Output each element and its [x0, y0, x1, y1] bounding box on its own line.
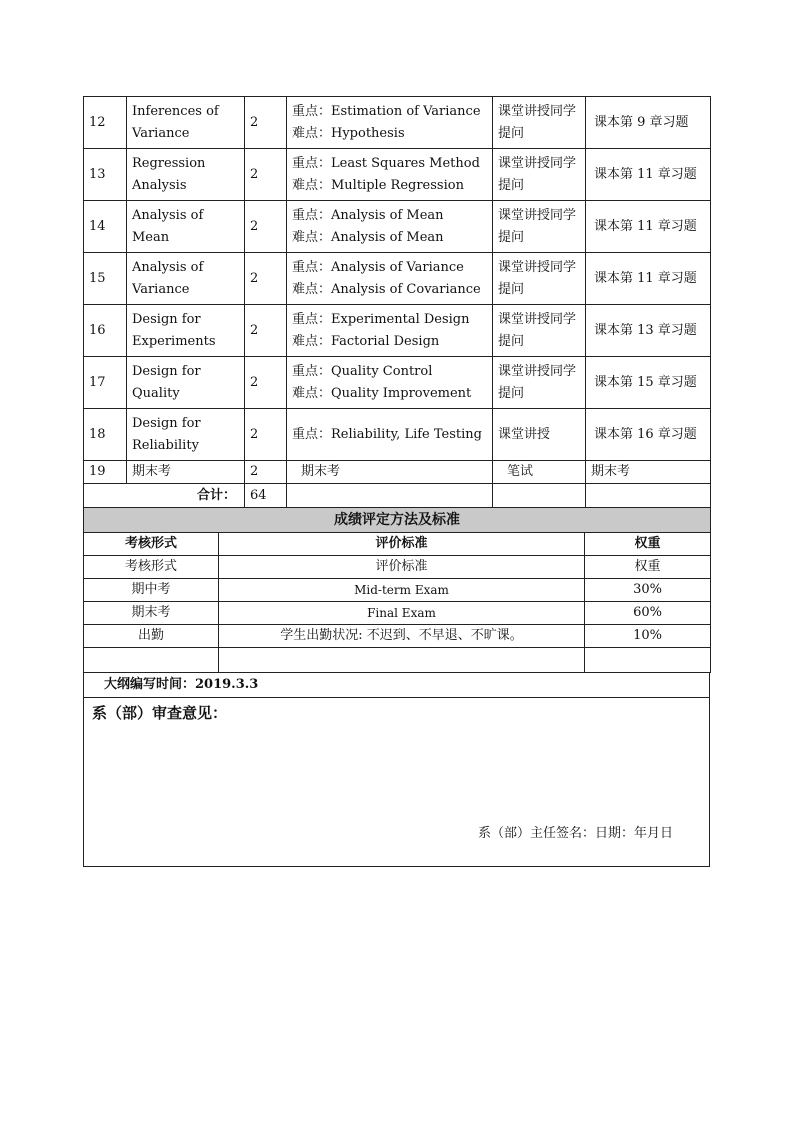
- homework: 期末考: [586, 461, 711, 484]
- grading-form: 考核形式: [84, 556, 219, 579]
- grading-form: 期中考: [84, 579, 219, 602]
- homework: 课本第 16 章习题: [586, 409, 711, 461]
- blank-cell: [84, 648, 219, 673]
- schedule-row: [84, 201, 711, 253]
- week-number: 12: [84, 97, 127, 149]
- schedule-row: [84, 97, 711, 149]
- total-value: 64: [245, 484, 287, 508]
- grading-standard: 学生出勤状况: 不迟到、不早退、不旷课。: [219, 625, 585, 648]
- grading-weight: 权重: [585, 556, 711, 579]
- header-weight: 权重: [585, 533, 711, 556]
- homework: 课本第 11 章习题: [586, 201, 711, 253]
- review-title: 系（部）审查意见：: [92, 704, 228, 722]
- schedule-row: [84, 149, 711, 201]
- hours: 2: [245, 409, 287, 461]
- schedule-table: [83, 96, 711, 508]
- method: 笔试: [493, 461, 586, 484]
- final-exam-row: [84, 461, 711, 484]
- week-number: 13: [84, 149, 127, 201]
- key-point: 重点：Estimation of Variance: [292, 103, 481, 119]
- topic: Analysis of Variance: [127, 253, 245, 305]
- method: 课堂讲授同学提问: [493, 305, 586, 357]
- topic: Design for Experiments: [127, 305, 245, 357]
- grading-weight: 60%: [585, 602, 711, 625]
- content: [287, 357, 493, 409]
- hours: 2: [245, 149, 287, 201]
- topic: Design for Reliability: [127, 409, 245, 461]
- hours: 2: [245, 305, 287, 357]
- header-standard: 评价标准: [219, 533, 585, 556]
- content: [287, 305, 493, 357]
- content: [287, 149, 493, 201]
- topic: Design for Quality: [127, 357, 245, 409]
- content: 期末考: [287, 461, 493, 484]
- method: 课堂讲授同学提问: [493, 201, 586, 253]
- grading-standard: Final Exam: [219, 602, 585, 625]
- grading-blank-row: [84, 648, 711, 673]
- method: 课堂讲授同学提问: [493, 357, 586, 409]
- hours: 2: [245, 253, 287, 305]
- key-point: 重点：Experimental Design: [292, 311, 470, 327]
- difficult-point: 难点：Analysis of Covariance: [292, 281, 481, 297]
- hours: 2: [245, 201, 287, 253]
- schedule-row: [84, 253, 711, 305]
- week-number: 16: [84, 305, 127, 357]
- difficult-point: 难点：Factorial Design: [292, 333, 440, 349]
- grading-form: 出勤: [84, 625, 219, 648]
- homework: 课本第 11 章习题: [586, 149, 711, 201]
- schedule-row: [84, 409, 711, 461]
- homework: 课本第 9 章习题: [586, 97, 711, 149]
- grading-row: [84, 602, 711, 625]
- schedule-row: [84, 305, 711, 357]
- grading-title: 成绩评定方法及标准: [84, 508, 711, 533]
- blank-cell: [585, 648, 711, 673]
- syllabus-sheet: [83, 96, 710, 867]
- topic: Regression Analysis: [127, 149, 245, 201]
- week-number: 17: [84, 357, 127, 409]
- key-point: 重点：Analysis of Mean: [292, 207, 444, 223]
- topic: 期末考: [127, 461, 245, 484]
- difficult-point: 难点：Multiple Regression: [292, 177, 464, 193]
- grading-standard: Mid-term Exam: [219, 579, 585, 602]
- grading-table: [83, 507, 711, 673]
- grading-row: [84, 625, 711, 648]
- grading-weight: 10%: [585, 625, 711, 648]
- difficult-point: 难点：Analysis of Mean: [292, 229, 444, 245]
- method: 课堂讲授同学提问: [493, 149, 586, 201]
- content: [287, 409, 493, 461]
- topic: Analysis of Mean: [127, 201, 245, 253]
- grading-weight: 30%: [585, 579, 711, 602]
- key-point: 重点：Analysis of Variance: [292, 259, 464, 275]
- content: [287, 253, 493, 305]
- difficult-point: 难点：Hypothesis: [292, 125, 405, 141]
- hours: 2: [245, 357, 287, 409]
- hours: 2: [245, 461, 287, 484]
- total-empty-method: [493, 484, 586, 508]
- method: 课堂讲授: [493, 409, 586, 461]
- week-number: 15: [84, 253, 127, 305]
- hours: 2: [245, 97, 287, 149]
- grading-standard: 评价标准: [219, 556, 585, 579]
- outline-date: 大纲编写时间：2019.3.3: [83, 673, 710, 698]
- review-box: [83, 698, 710, 867]
- grading-row: [84, 579, 711, 602]
- grading-row: [84, 556, 711, 579]
- homework: 课本第 11 章习题: [586, 253, 711, 305]
- blank-cell: [219, 648, 585, 673]
- content: [287, 97, 493, 149]
- total-empty-content: [287, 484, 493, 508]
- content: [287, 201, 493, 253]
- review-signature: 系（部）主任签名：日期：年月日: [477, 826, 673, 841]
- week-number: 14: [84, 201, 127, 253]
- key-point: 重点：Reliability, Life Testing: [292, 426, 482, 442]
- header-form: 考核形式: [84, 533, 219, 556]
- grading-form: 期末考: [84, 602, 219, 625]
- grading-header-row: [84, 533, 711, 556]
- homework: 课本第 13 章习题: [586, 305, 711, 357]
- total-row: [84, 484, 711, 508]
- key-point: 重点：Least Squares Method: [292, 155, 480, 171]
- schedule-row: [84, 357, 711, 409]
- grading-title-row: [84, 508, 711, 533]
- key-point: 重点：Quality Control: [292, 363, 433, 379]
- method: 课堂讲授同学提问: [493, 97, 586, 149]
- week-number: 19: [84, 461, 127, 484]
- topic: Inferences of Variance: [127, 97, 245, 149]
- homework: 课本第 15 章习题: [586, 357, 711, 409]
- total-empty-homework: [586, 484, 711, 508]
- difficult-point: 难点：Quality Improvement: [292, 385, 472, 401]
- method: 课堂讲授同学提问: [493, 253, 586, 305]
- total-label: 合计：: [84, 484, 245, 508]
- week-number: 18: [84, 409, 127, 461]
